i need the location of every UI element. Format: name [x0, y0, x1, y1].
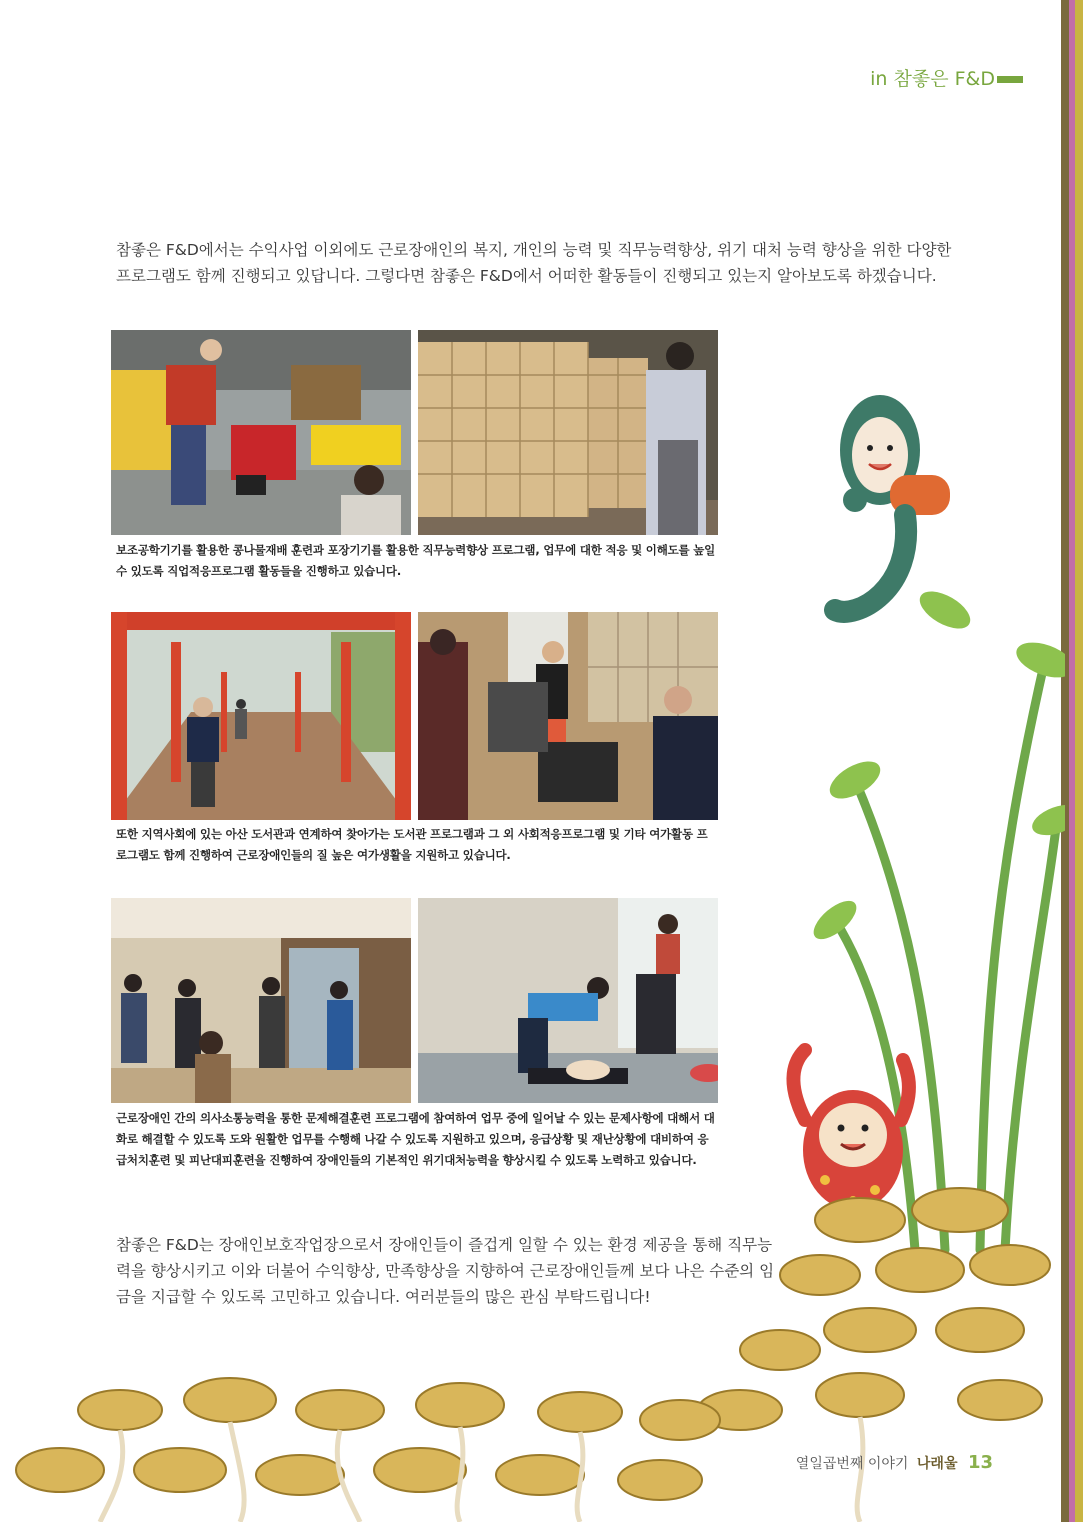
photo-pallet-truck-training [111, 330, 411, 535]
footer-magazine-title: 나래울 [916, 1456, 958, 1472]
photo-bridge-walk [111, 612, 411, 820]
page-number: 13 [967, 1452, 993, 1473]
section-header [783, 60, 1083, 94]
photo-packaging-boxes [418, 330, 718, 535]
caption-emergency: 근로장애인 간의 의사소통능력을 통한 문제해결훈련 프로그램에 참여하여 업무 중에 일어날 수 있는 문제사항에 대해서 대화로 해결할 수 있도록 도와 원활한 업무를 수행해 나갈 수 있도록 지원하고 있으며, 응급상황 및 재난상황에 대비하여 응급처치훈련 및 피난대피훈련을 진행하여 장애인들의 기본적인 위기대처능력을 향상시킬 수 있도록 노력하고 있습니다. [116, 1111, 715, 1167]
section-label: in 참좋은 F&D [870, 68, 995, 90]
caption-leisure: 또한 지역사회에 있는 아산 도서관과 연계하여 찾아가는 도서관 프로그램과 그 외 사회적응프로그램 및 기타 여가활동 프로그램도 함께 진행하여 근로장애인들의 질 높은 여가생활을 지원하고 있습니다. [116, 827, 708, 862]
photo-library-program [418, 612, 718, 820]
intro-paragraph: 참좋은 F&D에서는 수익사업 이외에도 근로장애인의 복지, 개인의 능력 및 직무능력향상, 위기 대처 능력 향상을 위한 다양한 프로그램도 함께 진행되고 있답니다. 그렇다면 참좋은 F&D에서 어떠한 활동들이 진행되고 있는지 알아보도록 하겠습니다. [116, 241, 952, 285]
section-bar [997, 76, 1023, 83]
photo-cpr-training [418, 898, 718, 1103]
caption-work-training: 보조공학기기를 활용한 콩나물재배 훈련과 포장기기를 활용한 직무능력향상 프로그램, 업무에 대한 적응 및 이해도를 높일 수 있도록 직업적응프로그램 활동들을 진행하고 있습니다. [116, 543, 716, 578]
outro-paragraph: 참좋은 F&D는 장애인보호작업장으로서 장애인들이 즐겁게 일할 수 있는 환경 제공을 통해 직무능력을 향상시키고 이와 더불어 수익향상, 만족향상을 지향하여 근로장애인들께 보다 나은 수준의 임금을 지급할 수 있도록 고민하고 있습니다. 여러분들의 많은 관심 부탁드립니다! [116, 1236, 775, 1306]
photo-evacuation-drill [111, 898, 411, 1103]
page-footer [796, 1452, 993, 1473]
footer-issue: 열일곱번째 이야기 [795, 1456, 909, 1472]
